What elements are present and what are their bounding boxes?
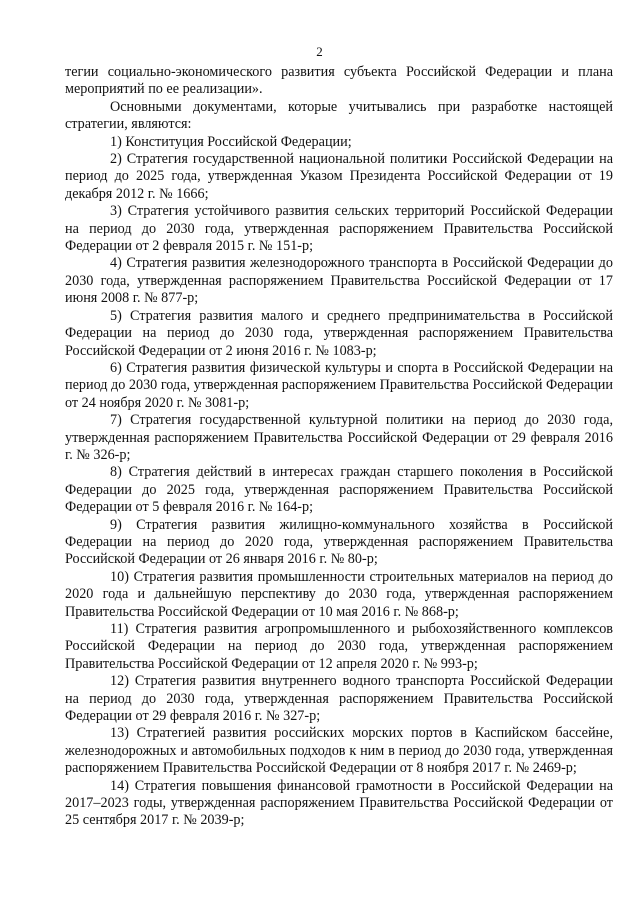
list-item: 5) Стратегия развития малого и среднего предпринимательства в Российской Федерации на период до 2030 года, утвержденная распоряжением Правительства Российской Федерации от 2 июня 2016 г. № 1083-р; bbox=[65, 307, 613, 359]
list-item: 9) Стратегия развития жилищно-коммунального хозяйства в Российской Федерации на период до 2020 года, утвержденная распоряжением Правительства Российской Федерации от 26 января 2016 г. № 80-р; bbox=[65, 516, 613, 568]
list-item: 4) Стратегия развития железнодорожного транспорта в Российской Федерации до 2030 года, утвержденная распоряжением Правительства Российской Федерации от 17 июня 2008 г. № 877-р; bbox=[65, 255, 613, 307]
document-body bbox=[65, 64, 613, 830]
list-item: 13) Стратегией развития российских морских портов в Каспийском бассейне, железнодорожных и автомобильных подходов к ним в период до 2030 года, утвержденная распоряжением Правительства Российской Федерации от 8 ноября 2017 г. № 2469-р; bbox=[65, 725, 613, 777]
list-item: 1) Конституция Российской Федерации; bbox=[110, 133, 352, 150]
list-item: 14) Стратегия повышения финансовой грамотности в Российской Федерации на 2017–2023 годы, утвержденная распоряжением Правительства Российской Федерации от 25 сентября 2017 г. № 2039-р; bbox=[65, 777, 613, 829]
list-item: 12) Стратегия развития внутреннего водного транспорта Российской Федерации на период до 2030 года, утвержденная распоряжением Правительства Российской Федерации от 29 февраля 2016 г. № 327-р; bbox=[65, 673, 613, 725]
list-item: 11) Стратегия развития агропромышленного и рыбохозяйственного комплексов Российской Федерации на период до 2030 года, утвержденная распоряжением Правительства Российской Федерации от 12 апреля 2020 г. № 993-р; bbox=[65, 621, 613, 672]
list-item: 2) Стратегия государственной национальной политики Российской Федерации на период до 2025 года, утвержденная Указом Президента Российской Федерации от 19 декабря 2012 г. № 1666; bbox=[65, 151, 613, 202]
list-item: 6) Стратегия развития физической культуры и спорта в Российской Федерации на период до 2030 года, утвержденная распоряжением Правительства Российской Федерации от 24 ноября 2020 г. № 3081-р; bbox=[65, 359, 613, 411]
continuation-paragraph: тегии социально-экономического развития субъекта Российской Федерации и плана мероприятий по ее реализации». bbox=[65, 64, 613, 98]
page-number: 2 bbox=[316, 44, 323, 59]
list-item: 8) Стратегия действий в интересах граждан старшего поколения в Российской Федерации до 2025 года, утвержденная распоряжением Правительства Российской Федерации от 5 февраля 2016 г. № 164-р; bbox=[65, 464, 613, 516]
list-item: 10) Стратегия развития промышленности строительных материалов на период до 2020 года и дальнейшую перспективу до 2030 года, утвержденная распоряжением Правительства Российской Федерации от 10 мая 2016 г. № 868-р; bbox=[65, 568, 613, 620]
list-item: 7) Стратегия государственной культурной политики на период до 2030 года, утвержденная распоряжением Правительства Российской Федерации от 29 февраля 2016 г. № 326-р; bbox=[65, 412, 613, 463]
list-item: 3) Стратегия устойчивого развития сельских территорий Российской Федерации на период до 2030 года, утвержденная распоряжением Правительства Российской Федерации от 2 февраля 2015 г. № 151-р; bbox=[65, 203, 613, 255]
intro-paragraph: Основными документами, которые учитывались при разработке настоящей стратегии, являются: bbox=[65, 98, 613, 133]
